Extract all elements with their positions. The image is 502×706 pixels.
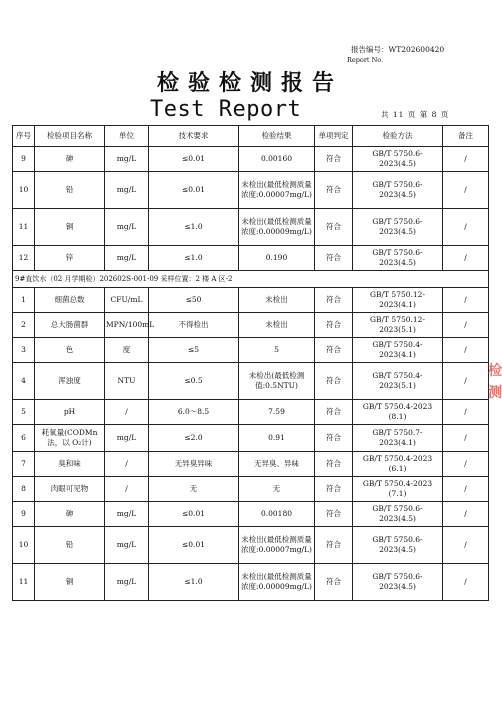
row-result: 0.00160 xyxy=(239,147,315,172)
report-number-en: Report No. xyxy=(347,56,384,64)
table-row xyxy=(13,502,489,527)
row-unit: mg/L xyxy=(105,527,149,564)
row-note: / xyxy=(443,313,489,338)
row-judgement: 符合 xyxy=(315,564,353,601)
row-note: / xyxy=(443,338,489,363)
table-row xyxy=(13,246,489,271)
row-unit: mg/L xyxy=(105,147,149,172)
row-result: 未检出(最低检测质量浓度:0.00009mg/L) xyxy=(239,564,315,601)
row-unit: MPN/100mL xyxy=(105,313,149,338)
row-requirement: ≤0.01 xyxy=(149,527,239,564)
table-row xyxy=(13,172,489,209)
col-header-requirement: 技术要求 xyxy=(149,126,239,147)
col-header-no: 序号 xyxy=(13,126,35,147)
col-header-item: 检验项目名称 xyxy=(35,126,105,147)
report-number-label: 报告编号：WT202600420 xyxy=(351,45,445,54)
row-item: 铅 xyxy=(35,527,105,564)
table-row xyxy=(13,147,489,172)
row-method: GB/T 5750.6-2023(4.5) xyxy=(353,502,443,527)
row-method: GB/T 5750.4-2023 (6.1) xyxy=(353,452,443,477)
table-row xyxy=(13,527,489,564)
row-judgement: 符合 xyxy=(315,209,353,246)
row-method: GB/T 5750.4-2023 (8.1) xyxy=(353,400,443,425)
row-item: 铜 xyxy=(35,209,105,246)
row-result: 5 xyxy=(239,338,315,363)
row-no: 11 xyxy=(13,209,35,246)
row-unit: mg/L xyxy=(105,502,149,527)
row-method: GB/T 5750.6-2023(4.5) xyxy=(353,564,443,601)
row-judgement: 符合 xyxy=(315,477,353,502)
row-judgement: 符合 xyxy=(315,172,353,209)
row-requirement: 不得检出 xyxy=(149,313,239,338)
row-note: / xyxy=(443,502,489,527)
row-note: / xyxy=(443,452,489,477)
row-no: 9 xyxy=(13,147,35,172)
row-result: 未检出(最低检测质量浓度:0.00009mg/L) xyxy=(239,209,315,246)
row-no: 6 xyxy=(13,425,35,452)
row-result: 未检出 xyxy=(239,313,315,338)
results-table xyxy=(12,125,489,601)
row-note: / xyxy=(443,172,489,209)
row-no: 7 xyxy=(13,452,35,477)
row-note: / xyxy=(443,363,489,400)
table-row xyxy=(13,363,489,400)
row-unit: / xyxy=(105,400,149,425)
table-row xyxy=(13,564,489,601)
row-item: 砷 xyxy=(35,502,105,527)
stamp-mark xyxy=(488,360,500,440)
row-requirement: ≤5 xyxy=(149,338,239,363)
row-judgement: 符合 xyxy=(315,502,353,527)
row-unit: 度 xyxy=(105,338,149,363)
row-unit: mg/L xyxy=(105,172,149,209)
row-no: 2 xyxy=(13,313,35,338)
table-header-row xyxy=(13,126,489,147)
section-title: 9#直饮水（02 月学期检）202602S-001-09 采样位置：2 楼 A 区-2 xyxy=(13,271,489,288)
row-unit: / xyxy=(105,477,149,502)
col-header-result: 检验结果 xyxy=(239,126,315,147)
row-unit: mg/L xyxy=(105,209,149,246)
table-row xyxy=(13,338,489,363)
row-item: 肉眼可见物 xyxy=(35,477,105,502)
row-requirement: ≤0.5 xyxy=(149,363,239,400)
col-header-judgement: 单项判定 xyxy=(315,126,353,147)
table-row xyxy=(13,288,489,313)
row-method: GB/T 5750.6-2023(4.5) xyxy=(353,147,443,172)
row-note: / xyxy=(443,400,489,425)
row-method: GB/T 5750.6-2023(4.5) xyxy=(353,209,443,246)
row-result: 未检出 xyxy=(239,288,315,313)
row-note: / xyxy=(443,477,489,502)
row-no: 9 xyxy=(13,502,35,527)
report-number xyxy=(347,44,445,66)
row-item: 细菌总数 xyxy=(35,288,105,313)
row-item: 铜 xyxy=(35,564,105,601)
row-result: 0.190 xyxy=(239,246,315,271)
row-item: pH xyxy=(35,400,105,425)
row-unit: mg/L xyxy=(105,425,149,452)
row-method: GB/T 5750.6-2023(4.5) xyxy=(353,527,443,564)
row-item: 浑浊度 xyxy=(35,363,105,400)
report-title-cn: 检验检测报告 xyxy=(156,71,343,96)
row-requirement: ≤0.01 xyxy=(149,172,239,209)
row-result: 0.00180 xyxy=(239,502,315,527)
row-method: GB/T 5750.4-2023 (7.1) xyxy=(353,477,443,502)
row-no: 3 xyxy=(13,338,35,363)
row-judgement: 符合 xyxy=(315,527,353,564)
row-result: 0.91 xyxy=(239,425,315,452)
row-item: 耗氧量(CODMn 法，以 O₂计) xyxy=(35,425,105,452)
row-no: 11 xyxy=(13,564,35,601)
row-item: 臭和味 xyxy=(35,452,105,477)
row-requirement: ≤1.0 xyxy=(149,564,239,601)
col-header-method: 检验方法 xyxy=(353,126,443,147)
row-no: 12 xyxy=(13,246,35,271)
row-no: 10 xyxy=(13,172,35,209)
row-requirement: 无异臭异味 xyxy=(149,452,239,477)
row-judgement: 符合 xyxy=(315,425,353,452)
row-judgement: 符合 xyxy=(315,147,353,172)
row-note: / xyxy=(443,527,489,564)
table-row xyxy=(13,477,489,502)
row-note: / xyxy=(443,147,489,172)
row-judgement: 符合 xyxy=(315,288,353,313)
row-result: 未检出(最低检测值:0.5NTU) xyxy=(239,363,315,400)
row-unit: NTU xyxy=(105,363,149,400)
table-row xyxy=(13,209,489,246)
table-row xyxy=(13,313,489,338)
row-item: 砷 xyxy=(35,147,105,172)
row-no: 1 xyxy=(13,288,35,313)
row-method: GB/T 5750.7-2023(4.1) xyxy=(353,425,443,452)
row-no: 10 xyxy=(13,527,35,564)
row-result: 7.59 xyxy=(239,400,315,425)
row-requirement: ≤0.01 xyxy=(149,502,239,527)
row-unit: mg/L xyxy=(105,246,149,271)
page-info: 共 11 页 第 8 页 xyxy=(381,110,450,119)
row-unit: / xyxy=(105,452,149,477)
col-header-unit: 单位 xyxy=(105,126,149,147)
row-note: / xyxy=(443,564,489,601)
row-result: 无 xyxy=(239,477,315,502)
row-judgement: 符合 xyxy=(315,338,353,363)
row-method: GB/T 5750.6-2023(4.5) xyxy=(353,172,443,209)
row-method: GB/T 5750.12-2023(5.1) xyxy=(353,313,443,338)
row-item: 色 xyxy=(35,338,105,363)
row-judgement: 符合 xyxy=(315,246,353,271)
row-method: GB/T 5750.6-2023(4.5) xyxy=(353,246,443,271)
row-note: / xyxy=(443,425,489,452)
col-header-note: 备注 xyxy=(443,126,489,147)
table-row xyxy=(13,452,489,477)
row-requirement: 无 xyxy=(149,477,239,502)
row-requirement: ≤50 xyxy=(149,288,239,313)
row-requirement: 6.0～8.5 xyxy=(149,400,239,425)
row-item: 总大肠菌群 xyxy=(35,313,105,338)
row-no: 8 xyxy=(13,477,35,502)
row-judgement: 符合 xyxy=(315,313,353,338)
row-result: 无异臭、异味 xyxy=(239,452,315,477)
row-judgement: 符合 xyxy=(315,452,353,477)
row-unit: mg/L xyxy=(105,564,149,601)
row-note: / xyxy=(443,288,489,313)
row-unit: CFU/mL xyxy=(105,288,149,313)
row-result: 未检出(最低检测质量浓度:0.00007mg/L) xyxy=(239,527,315,564)
report-title-en: Test Report xyxy=(150,97,302,122)
row-result: 未检出(最低检测质量浓度:0.00007mg/L) xyxy=(239,172,315,209)
row-requirement: ≤1.0 xyxy=(149,209,239,246)
row-requirement: ≤2.0 xyxy=(149,425,239,452)
row-requirement: ≤1.0 xyxy=(149,246,239,271)
stamp-text: 检 测 xyxy=(488,363,502,401)
row-judgement: 符合 xyxy=(315,363,353,400)
row-requirement: ≤0.01 xyxy=(149,147,239,172)
row-item: 锌 xyxy=(35,246,105,271)
row-note: / xyxy=(443,209,489,246)
table-row xyxy=(13,400,489,425)
row-method: GB/T 5750.12-2023(4.1) xyxy=(353,288,443,313)
section-row xyxy=(13,271,489,288)
row-note: / xyxy=(443,246,489,271)
table-row xyxy=(13,425,489,452)
row-no: 5 xyxy=(13,400,35,425)
row-method: GB/T 5750.4-2023(5.1) xyxy=(353,363,443,400)
row-no: 4 xyxy=(13,363,35,400)
row-judgement: 符合 xyxy=(315,400,353,425)
row-item: 铅 xyxy=(35,172,105,209)
row-method: GB/T 5750.4-2023(4.1) xyxy=(353,338,443,363)
